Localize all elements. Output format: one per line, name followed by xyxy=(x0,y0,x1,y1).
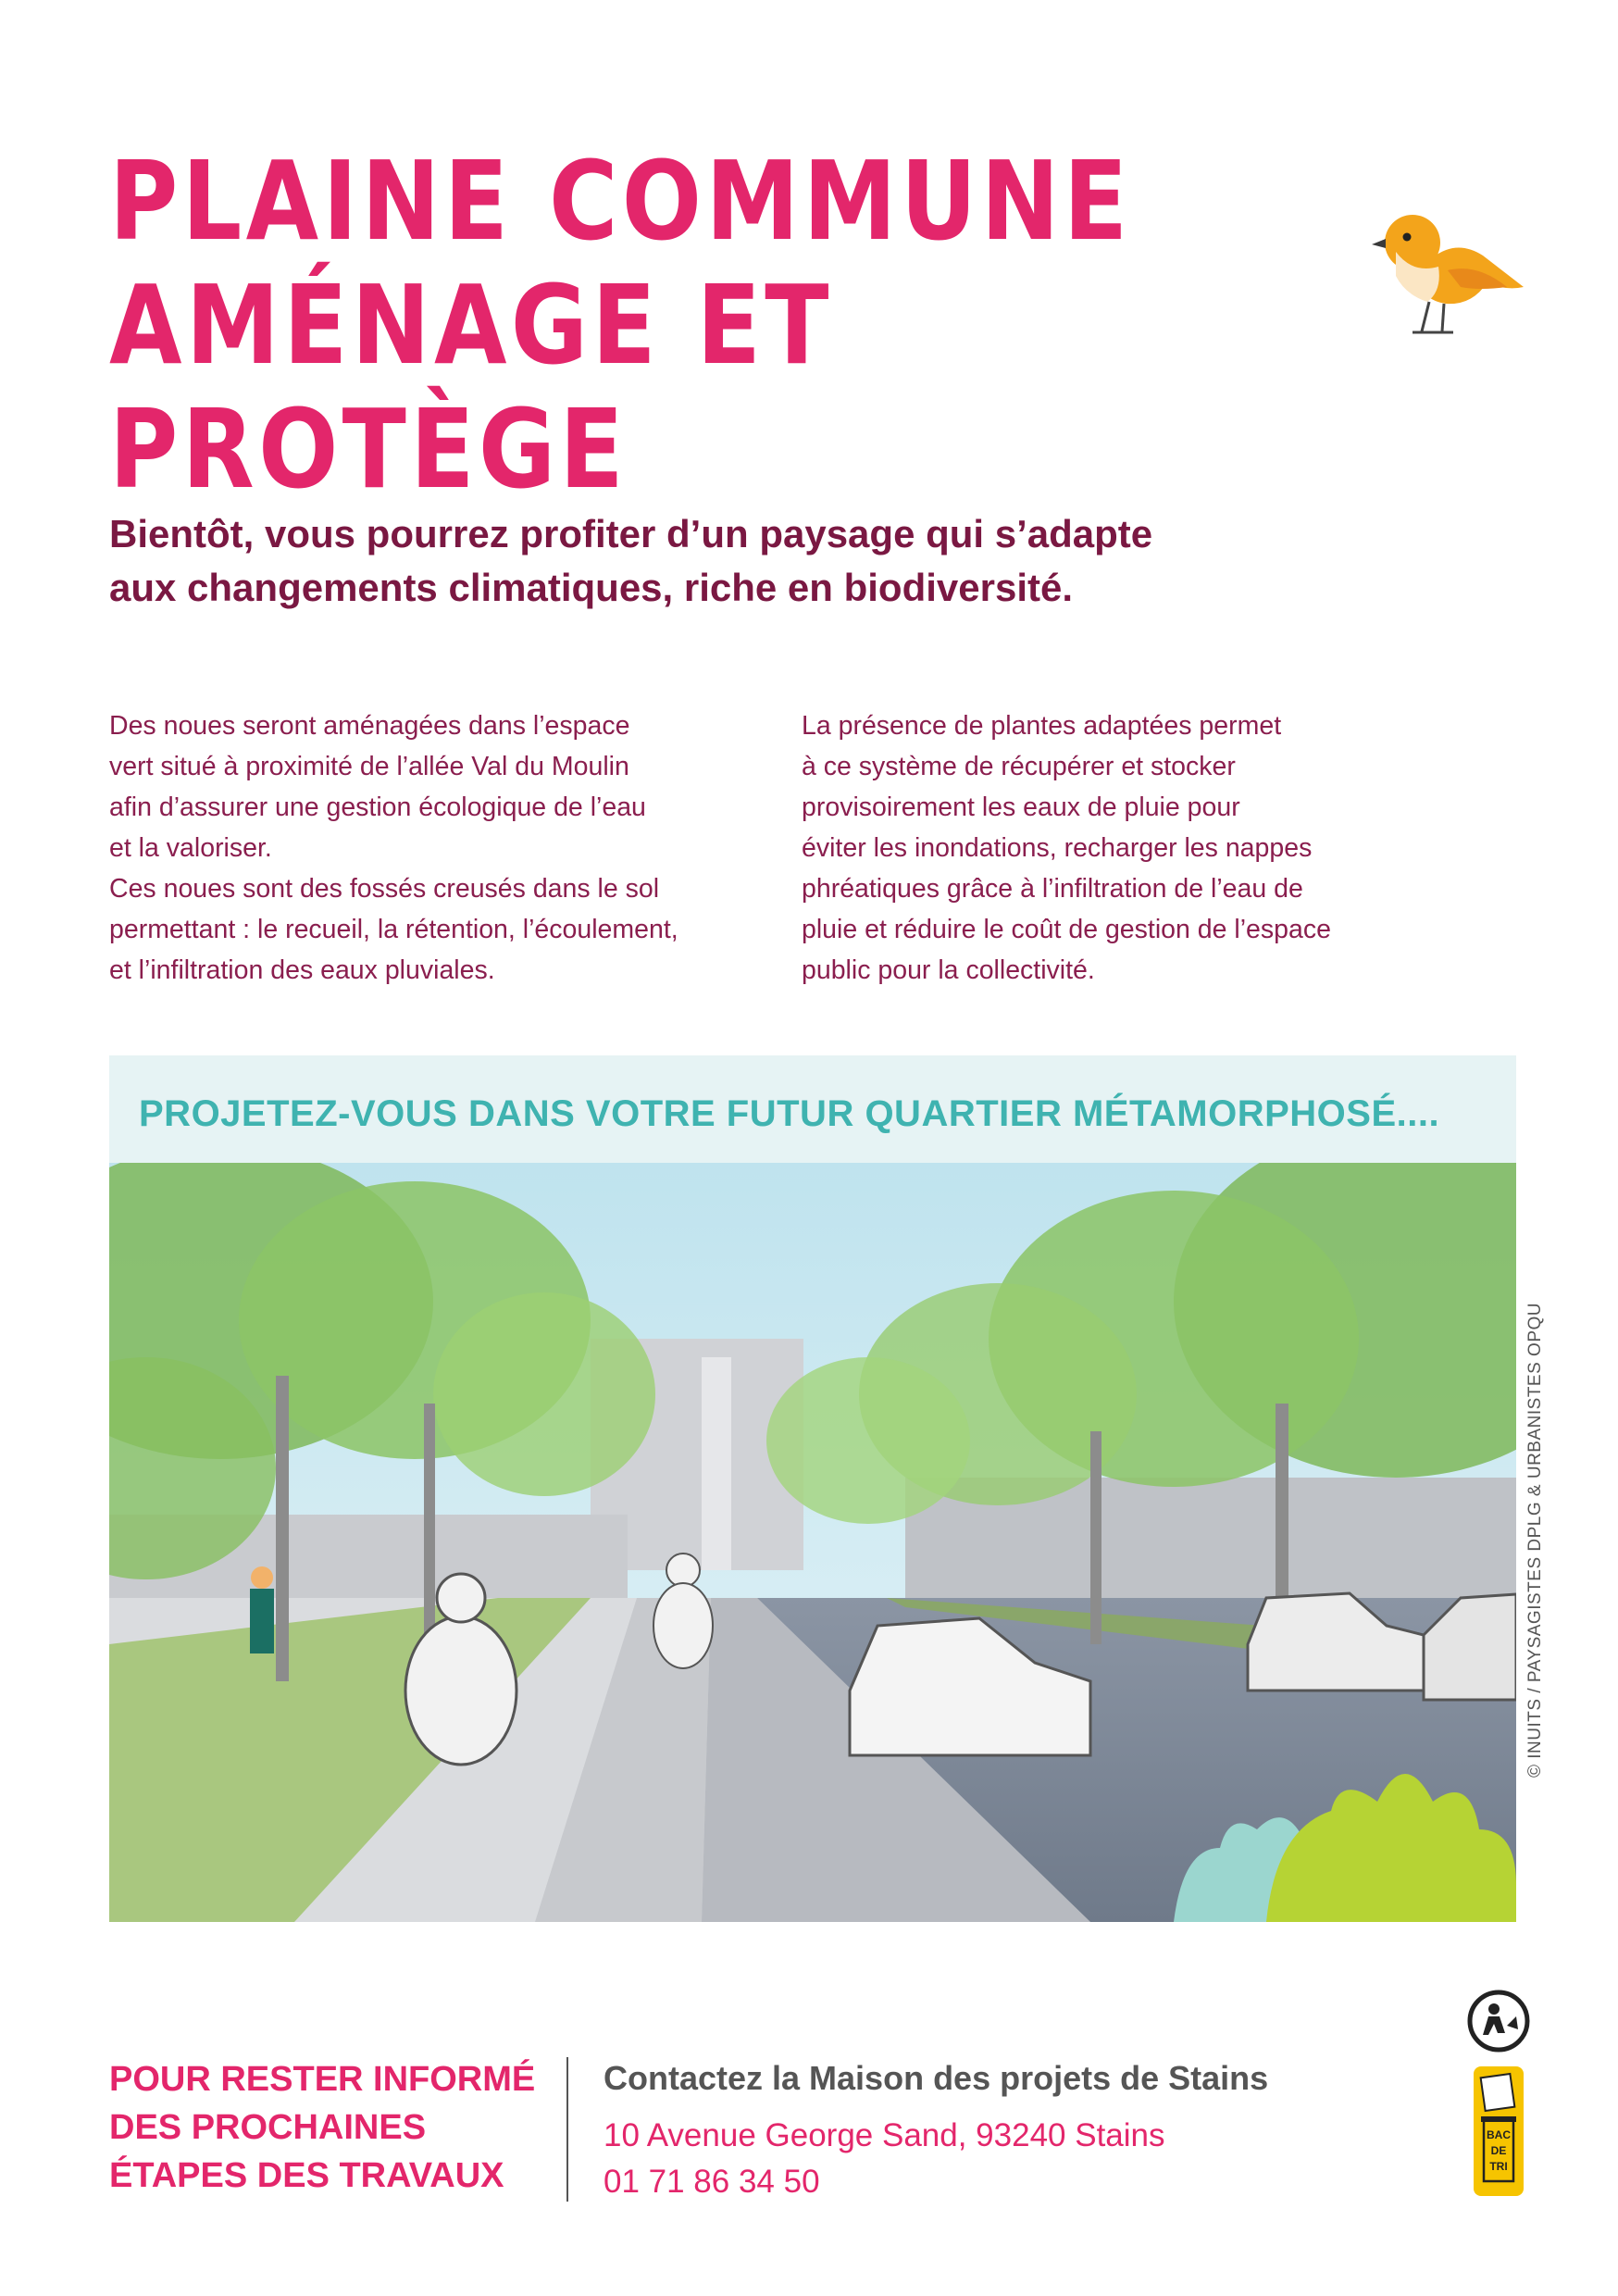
contact-title: Contactez la Maison des projets de Stains xyxy=(604,2059,1269,2097)
body-line: permettant : le recueil, la rétention, l’écoulement, xyxy=(109,915,678,944)
body-line: provisoirement les eaux de pluie pour xyxy=(802,792,1240,822)
contact-address: 10 Avenue George Sand, 93240 Stains xyxy=(604,2117,1165,2153)
body-line: éviter les inondations, recharger les nappes xyxy=(802,833,1313,863)
info-line-2: DES PROCHAINES xyxy=(109,2108,427,2147)
page-title xyxy=(109,139,1303,511)
banner-title: PROJETEZ-VOUS DANS VOTRE FUTUR QUARTIER MÉTAMORPHOSÉ.... xyxy=(139,1093,1440,1134)
body-line: phréatiques grâce à l’infiltration de l’eau de xyxy=(802,874,1303,904)
image-credit xyxy=(1516,1302,1561,1778)
body-line: vert situé à proximité de l’allée Val du Moulin xyxy=(109,752,629,781)
info-line-1: POUR RESTER INFORMÉ xyxy=(109,2060,536,2099)
bird-icon xyxy=(1368,202,1527,341)
title-line-1: PLAINE COMMUNE xyxy=(109,137,1132,265)
body-line: public pour la collectivité. xyxy=(802,955,1095,985)
bin-label-1: BAC xyxy=(1487,2128,1511,2141)
footer-divider xyxy=(566,2057,568,2202)
subtitle-line-2: aux changements climatiques, riche en biodiversité. xyxy=(109,566,1074,609)
body-line: afin d’assurer une gestion écologique de l’eau xyxy=(109,792,646,822)
body-line: La présence de plantes adaptées permet xyxy=(802,711,1282,741)
info-line-3: ÉTAPES DES TRAVAUX xyxy=(109,2156,504,2195)
body-column-left xyxy=(109,705,748,991)
body-column-right xyxy=(802,705,1440,991)
body-line: à ce système de récupérer et stocker xyxy=(802,752,1236,781)
bin-label-2: DE xyxy=(1490,2144,1507,2157)
info-heading xyxy=(109,2055,535,2200)
title-line-2: AMÉNAGE ET PROTÈGE xyxy=(109,261,833,513)
image-credit-text: © INUITS / PAYSAGISTES DPLG & URBANISTES OPQU xyxy=(1525,1302,1545,1778)
body-line: pluie et réduire le coût de gestion de l’espace xyxy=(802,915,1331,944)
sorting-bin-icon xyxy=(1474,2066,1524,2196)
body-line: Ces noues sont des fossés creusés dans le sol xyxy=(109,874,660,904)
body-line: Des noues seront aménagées dans l’espace xyxy=(109,711,630,741)
subtitle xyxy=(109,507,1405,615)
body-line: et l’infiltration des eaux pluviales. xyxy=(109,955,495,985)
contact-phone[interactable]: 01 71 86 34 50 xyxy=(604,2164,820,2200)
street-illustration xyxy=(109,1163,1516,1922)
subtitle-line-1: Bientôt, vous pourrez profiter d’un paysage qui s’adapte xyxy=(109,512,1153,555)
body-line: et la valoriser. xyxy=(109,833,272,863)
bin-label-3: TRI xyxy=(1489,2160,1508,2173)
recycle-icon xyxy=(1466,1989,1531,2053)
